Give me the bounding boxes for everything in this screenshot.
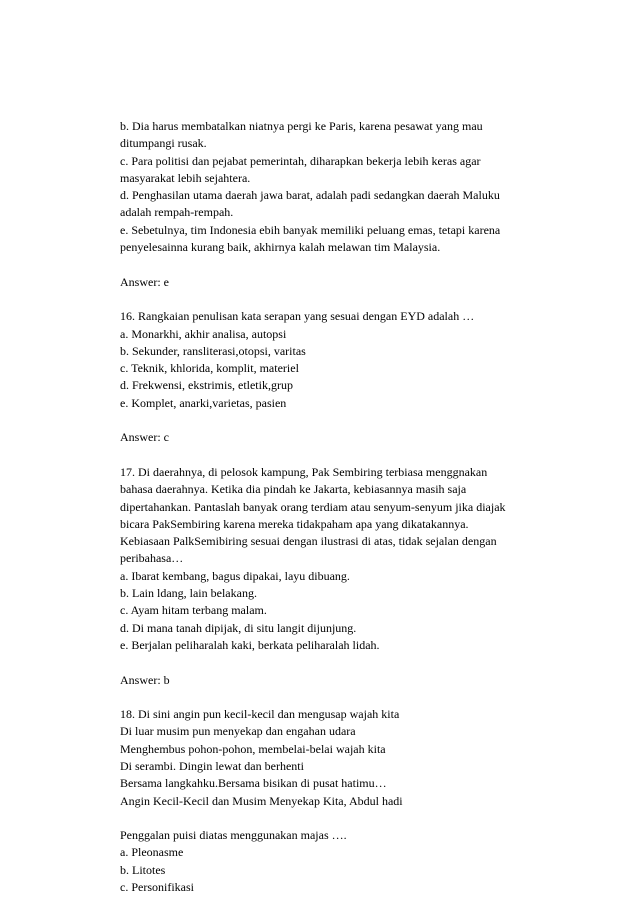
text-line: c. Para politisi dan pejabat pemerintah, diharapkan bekerja lebih keras agar xyxy=(120,153,481,168)
q17-option: c. Ayam hitam terbang malam. xyxy=(120,603,267,618)
text-line: b. Dia harus membatalkan niatnya pergi ke Paris, karena pesawat yang mau xyxy=(120,119,483,133)
q16-option: e. Komplet, anarki,varietas, pasien xyxy=(120,395,287,410)
q16-option: b. Sekunder, ransliterasi,otopsi, varitas xyxy=(120,343,306,358)
q17-option: b. Lain ldang, lain belakang. xyxy=(120,586,257,601)
text-line: ditumpangi rusak. xyxy=(120,136,207,151)
spacer xyxy=(120,412,560,429)
q17-option: d. Di mana tanah dipijak, di situ langit dijunjung. xyxy=(120,620,357,635)
q17-question-line: peribahasa… xyxy=(120,551,184,566)
spacer xyxy=(120,654,560,671)
q17-option: e. Berjalan peliharalah kaki, berkata peliharalah lidah. xyxy=(120,637,380,652)
q16-question: 16. Rangkaian penulisan kata serapan yang sesuai dengan EYD adalah … xyxy=(120,309,475,324)
q18-block xyxy=(120,706,560,810)
q18-question: Penggalan puisi diatas menggunakan majas …. xyxy=(120,828,347,843)
q18-poem-line: 18. Di sini angin pun kecil-kecil dan mengusap wajah kita xyxy=(120,707,400,722)
spacer xyxy=(120,256,560,273)
q17-question-line: bicara PakSembiring karena mereka tidakpaham apa yang dikatakannya. xyxy=(120,516,469,531)
q17-question-line: bahasa daerahnya. Ketika dia pindah ke Jakarta, kebiasannya masih saja xyxy=(120,482,467,497)
text-line: masyarakat lebih sejahtera. xyxy=(120,170,251,185)
spacer xyxy=(120,447,560,464)
spacer xyxy=(120,810,560,827)
q17-question-line: dipertahankan. Pantaslah banyak orang terdiam atau senyum-senyum jika diajak xyxy=(120,499,506,514)
q18-poem-line: Di luar musim pun menyekap dan engahan udara xyxy=(120,724,356,739)
q18-option: a. Pleonasme xyxy=(120,845,184,860)
q18-option: b. Litotes xyxy=(120,862,166,877)
q18-poem-line: Di serambi. Dingin lewat dan berhenti xyxy=(120,758,304,773)
q17-question-line: 17. Di daerahnya, di pelosok kampung, Pak Sembiring terbiasa menggnakan xyxy=(120,464,488,479)
q15-answer: Answer: e xyxy=(120,274,169,289)
q16-option: c. Teknik, khlorida, komplit, materiel xyxy=(120,361,299,376)
q16-option: a. Monarkhi, akhir analisa, autopsi xyxy=(120,326,287,341)
q18-poem-line: Bersama langkahku.Bersama bisikan di pusat hatimu… xyxy=(120,776,387,791)
q17-question-line: Kebiasaan PalkSemibiring sesuai dengan ilustrasi di atas, tidak sejalan dengan xyxy=(120,534,497,549)
spacer xyxy=(120,291,560,308)
text-line: d. Penghasilan utama daerah jawa barat, adalah padi sedangkan daerah Maluku xyxy=(120,188,500,203)
q17-block xyxy=(120,464,560,654)
spacer xyxy=(120,689,560,706)
q16-block xyxy=(120,308,560,412)
q18-poem-line: Menghembus pohon-pohon, membelai-belai wajah kita xyxy=(120,741,386,756)
text-line: e. Sebetulnya, tim Indonesia ebih banyak memiliki peluang emas, tetapi karena xyxy=(120,222,501,237)
q18-poem-line: Angin Kecil-Kecil dan Musim Menyekap Kita, Abdul hadi xyxy=(120,793,403,808)
q16-option: d. Frekwensi, ekstrimis, etletik,grup xyxy=(120,378,293,393)
q17-answer: Answer: b xyxy=(120,672,170,687)
q15-options xyxy=(120,118,560,256)
page-content xyxy=(120,118,560,896)
text-line: penyelesainna kurang baik, akhirnya kalah melawan tim Malaysia. xyxy=(120,240,441,255)
q18-question-block xyxy=(120,827,560,896)
q18-option: c. Personifikasi xyxy=(120,880,194,895)
text-line: adalah rempah-rempah. xyxy=(120,205,234,220)
q17-option: a. Ibarat kembang, bagus dipakai, layu dibuang. xyxy=(120,568,350,583)
q16-answer: Answer: c xyxy=(120,430,169,445)
